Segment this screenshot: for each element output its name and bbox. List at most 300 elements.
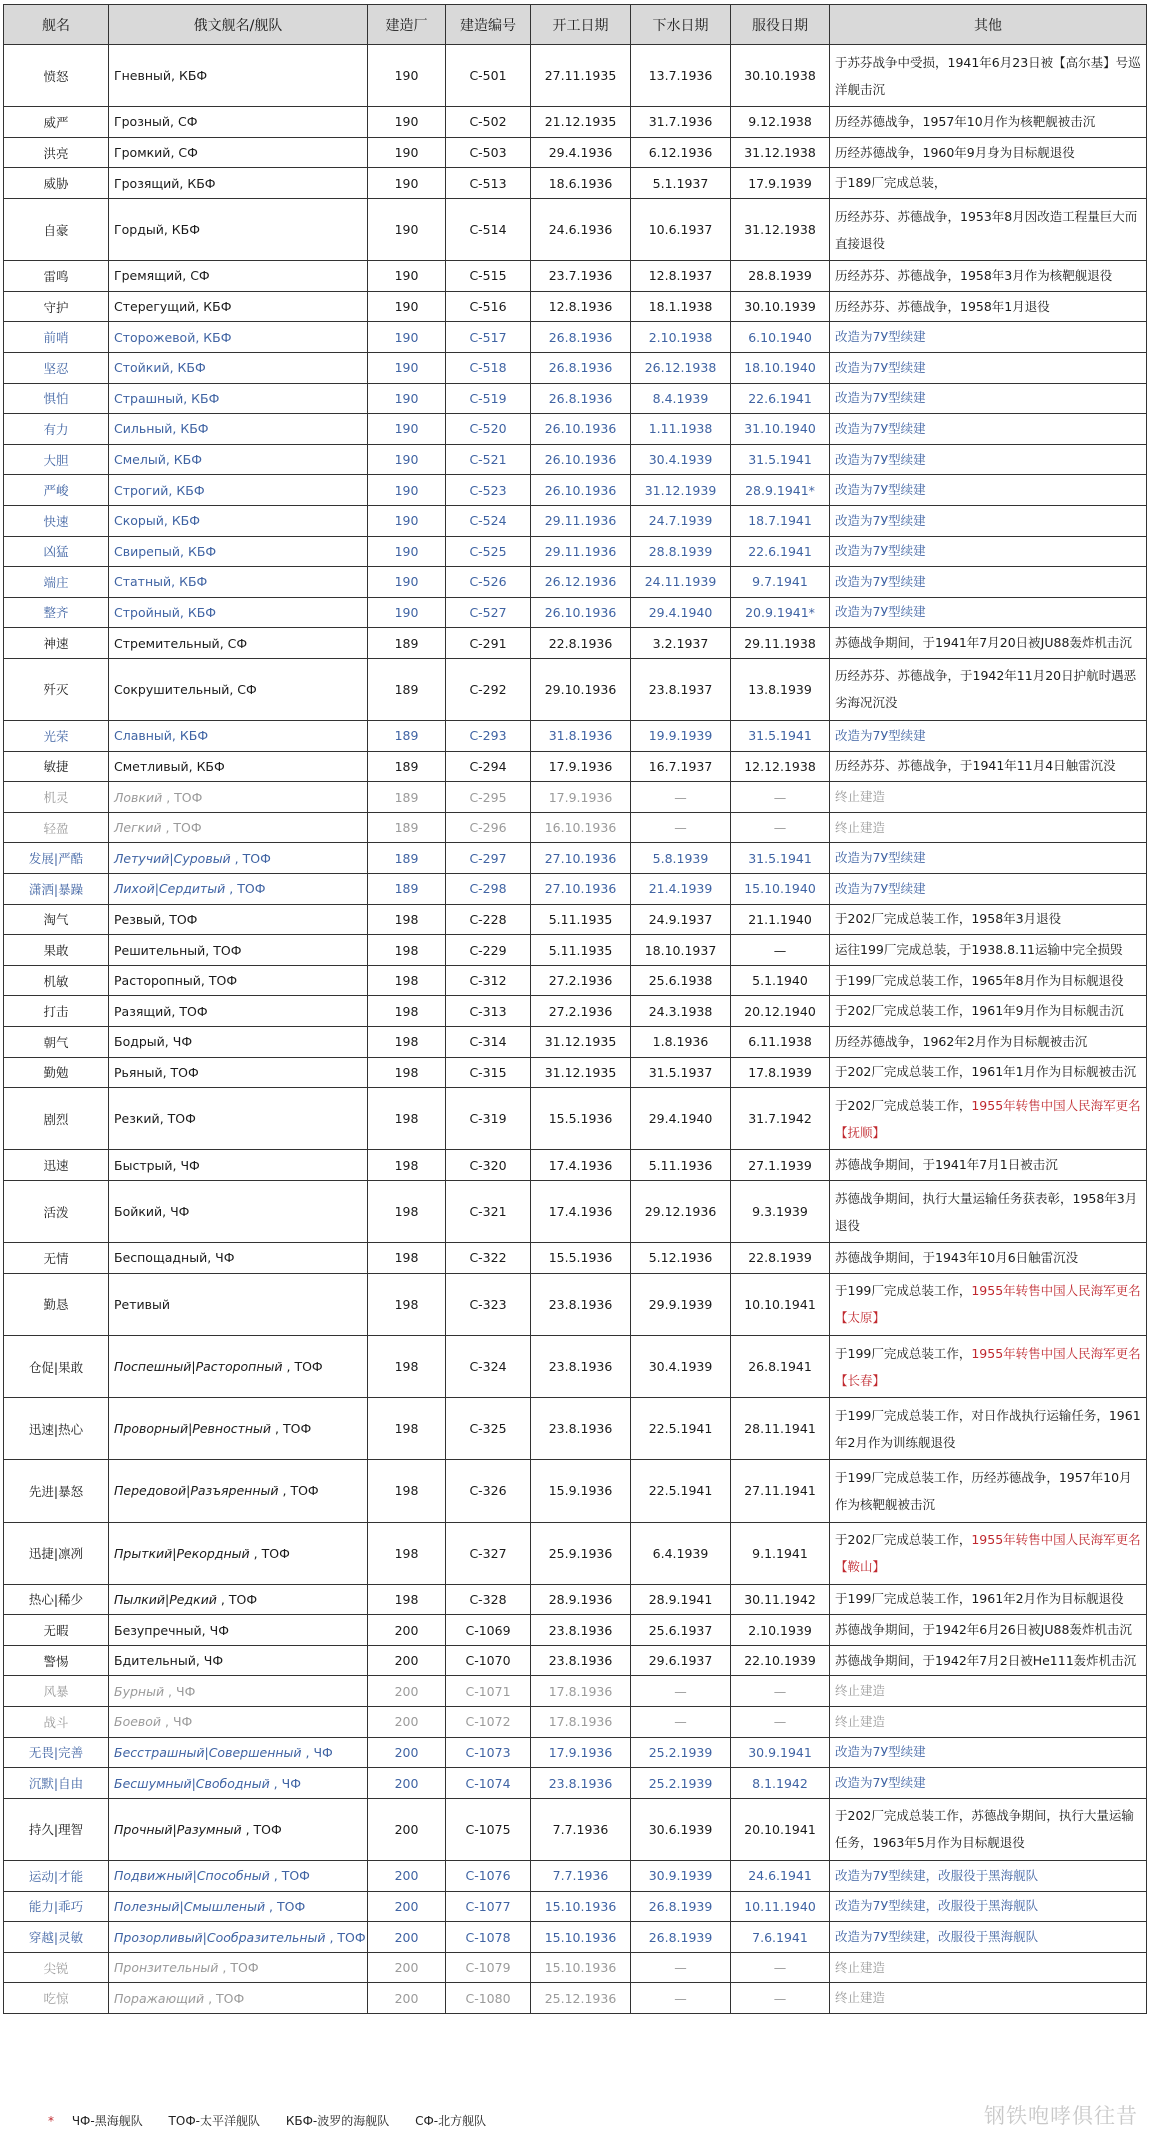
separator: ,: [161, 911, 170, 927]
cell-other: [830, 658, 1147, 720]
fleet-code: СФ: [178, 145, 198, 161]
cell-ru-name-fleet: [109, 1922, 368, 1953]
ru-name: Быстрый: [114, 1157, 173, 1173]
cell-commissioned: 26.8.1941: [731, 1335, 830, 1397]
cell-launched: 5.12.1936: [631, 1243, 731, 1274]
cell-yard-number: С-294: [446, 751, 531, 782]
cell-ru-name-fleet: [109, 291, 368, 322]
cell-commissioned: 31.5.1941: [731, 843, 830, 874]
separator: ,: [170, 145, 179, 161]
cell-other: [830, 1243, 1147, 1274]
cell-launched: 23.8.1937: [631, 658, 731, 720]
header-yard-number: 建造编号: [446, 5, 531, 45]
note-text: 苏德战争期间，执行大量运输任务获表彰，1958年3月退役: [835, 1190, 1138, 1233]
cell-commissioned: 9.3.1939: [731, 1180, 830, 1242]
separator: ,: [182, 268, 191, 284]
ru-name: Бесшумный|Свободный: [114, 1775, 270, 1791]
cell-yard-number: С-1078: [446, 1922, 531, 1953]
cell-launched: 26.12.1938: [631, 352, 731, 383]
note-text: 历经苏德战争，1960年9月身为目标舰退役: [835, 144, 1075, 160]
cell-commissioned: 20.12.1940: [731, 996, 830, 1027]
cell-launched: 5.8.1939: [631, 843, 731, 874]
cell-shipyard: 200: [368, 1983, 446, 2014]
note-text: 改造为7У型续建: [835, 482, 926, 498]
cell-yard-number: С-325: [446, 1398, 531, 1460]
cell-ru-name-fleet: [109, 1768, 368, 1799]
cell-shipyard: 189: [368, 721, 446, 752]
cell-ru-name-fleet: [109, 965, 368, 996]
note-text: 于苏芬战争中受损，1941年6月23日被【高尔基】号巡洋舰击沉: [835, 54, 1141, 97]
ru-name: Бурный: [114, 1683, 165, 1699]
cell-yard-number: С-525: [446, 536, 531, 567]
cell-launched: 24.9.1937: [631, 904, 731, 935]
cell-shipyard: 200: [368, 1952, 446, 1983]
cell-launched: 22.5.1941: [631, 1460, 731, 1522]
cell-cn-name: 吃惊: [4, 1983, 109, 2014]
cell-ru-name-fleet: [109, 1398, 368, 1460]
ru-name: Летучий|Суровый: [114, 850, 231, 866]
note-text: 改造为7У型续建，改服役于黑海舰队: [835, 1867, 1039, 1883]
cell-yard-number: С-523: [446, 475, 531, 506]
cell-laid-down: 26.12.1936: [531, 567, 631, 598]
separator: ,: [170, 114, 178, 130]
cell-other: [830, 1522, 1147, 1584]
note-text: 改造为7У型续建，改服役于黑海舰队: [835, 1898, 1039, 1914]
header-ru-name-fleet: 俄文舰名/舰队: [109, 5, 368, 45]
cell-other: [830, 1983, 1147, 2014]
cell-cn-name: 光荣: [4, 721, 109, 752]
cell-yard-number: С-312: [446, 965, 531, 996]
note-text: 改造为7У型续建: [835, 1744, 926, 1760]
table-row: [4, 1027, 1147, 1058]
fleet-code: КБФ: [187, 175, 216, 191]
cell-cn-name: 勤勉: [4, 1057, 109, 1088]
table-row: [4, 965, 1147, 996]
separator: ,: [269, 1868, 282, 1884]
cell-ru-name-fleet: [109, 383, 368, 414]
cell-yard-number: С-327: [446, 1522, 531, 1584]
fleet-code: СФ: [177, 114, 198, 130]
cell-cn-name: 迅捷|凛冽: [4, 1522, 109, 1584]
cell-yard-number: С-321: [446, 1180, 531, 1242]
cell-launched: 3.2.1937: [631, 628, 731, 659]
separator: ,: [164, 1034, 173, 1050]
separator: ,: [171, 574, 180, 590]
cell-commissioned: 22.6.1941: [731, 536, 830, 567]
cell-laid-down: 22.8.1936: [531, 628, 631, 659]
cell-ru-name-fleet: [109, 414, 368, 445]
cell-cn-name: 运动|才能: [4, 1861, 109, 1892]
cell-launched: 30.4.1939: [631, 444, 731, 475]
cell-cn-name: 警惕: [4, 1645, 109, 1676]
ru-name: Стремительный: [114, 635, 220, 651]
cell-cn-name: 雷鸣: [4, 261, 109, 292]
cell-shipyard: 190: [368, 597, 446, 628]
fleet-code: ТОФ: [230, 1960, 259, 1976]
fleet-code: СФ: [237, 681, 257, 697]
cell-yard-number: С-501: [446, 45, 531, 107]
ru-name: Строгий: [114, 482, 169, 498]
fleet-code: КБФ: [191, 390, 220, 406]
table-row: [4, 1273, 1147, 1335]
cell-yard-number: С-298: [446, 874, 531, 905]
table-row: [4, 1737, 1147, 1768]
cell-cn-name: 迅速|热心: [4, 1398, 109, 1460]
separator: ,: [162, 1064, 171, 1080]
fleet-code: КБФ: [173, 452, 203, 468]
separator: ,: [180, 543, 188, 559]
cell-shipyard: 189: [368, 751, 446, 782]
cell-laid-down: 15.5.1936: [531, 1243, 631, 1274]
separator: ,: [218, 1960, 231, 1976]
header-cn-name: 舰名: [4, 5, 109, 45]
note-text: 终止建造: [835, 1683, 886, 1699]
cell-other: [830, 1922, 1147, 1953]
cell-laid-down: 23.7.1936: [531, 261, 631, 292]
table-row: [4, 137, 1147, 168]
cell-launched: 31.12.1939: [631, 475, 731, 506]
cell-commissioned: 31.12.1938: [731, 137, 830, 168]
cell-commissioned: 9.12.1938: [731, 107, 830, 138]
cell-other: [830, 475, 1147, 506]
cell-other: [830, 874, 1147, 905]
table-row: [4, 1088, 1147, 1150]
cell-shipyard: 190: [368, 107, 446, 138]
note-text: 终止建造: [835, 1713, 886, 1729]
legend-item: ЧФ-黑海舰队: [71, 2114, 143, 2128]
cell-shipyard: 200: [368, 1676, 446, 1707]
cell-other: [830, 1057, 1147, 1088]
cell-ru-name-fleet: [109, 782, 368, 813]
cell-yard-number: С-324: [446, 1335, 531, 1397]
cell-cn-name: 前哨: [4, 322, 109, 353]
cell-shipyard: 190: [368, 414, 446, 445]
cell-commissioned: 22.8.1939: [731, 1243, 830, 1274]
cell-ru-name-fleet: [109, 1057, 368, 1088]
cell-laid-down: 23.8.1936: [531, 1645, 631, 1676]
cell-yard-number: С-229: [446, 935, 531, 966]
header-shipyard: 建造厂: [368, 5, 446, 45]
cell-launched: 18.10.1937: [631, 935, 731, 966]
cell-ru-name-fleet: [109, 1150, 368, 1181]
separator: ,: [163, 222, 172, 238]
cell-commissioned: 20.9.1941*: [731, 597, 830, 628]
cell-cn-name: 守护: [4, 291, 109, 322]
fleet-code: КБФ: [196, 758, 225, 774]
cell-other: [830, 352, 1147, 383]
cell-yard-number: С-322: [446, 1243, 531, 1274]
cell-laid-down: 23.8.1936: [531, 1398, 631, 1460]
cell-yard-number: С-520: [446, 414, 531, 445]
cell-yard-number: С-524: [446, 505, 531, 536]
cell-launched: —: [631, 1707, 731, 1738]
separator: ,: [207, 1250, 216, 1266]
ru-name: Ретивый: [114, 1296, 170, 1312]
cell-commissioned: 24.6.1941: [731, 1861, 830, 1892]
cell-shipyard: 198: [368, 1335, 446, 1397]
separator: ,: [269, 1775, 282, 1791]
ru-name: Сильный: [114, 421, 173, 437]
cell-yard-number: С-326: [446, 1460, 531, 1522]
cell-commissioned: 28.11.1941: [731, 1398, 830, 1460]
cell-yard-number: С-1069: [446, 1615, 531, 1646]
cell-commissioned: 15.10.1940: [731, 874, 830, 905]
cell-cn-name: 迅速: [4, 1150, 109, 1181]
separator: ,: [168, 482, 177, 498]
cell-commissioned: 20.10.1941: [731, 1798, 830, 1860]
cell-launched: 5.11.1936: [631, 1150, 731, 1181]
cell-ru-name-fleet: [109, 658, 368, 720]
cell-other: [830, 383, 1147, 414]
cell-commissioned: 18.10.1940: [731, 352, 830, 383]
cell-ru-name-fleet: [109, 996, 368, 1027]
fleet-code: ЧФ: [170, 1204, 190, 1220]
cell-laid-down: 31.12.1935: [531, 1057, 631, 1088]
cell-laid-down: 26.10.1936: [531, 414, 631, 445]
ru-name: Решительный: [114, 942, 206, 958]
cell-other: [830, 107, 1147, 138]
cell-laid-down: 15.10.1936: [531, 1952, 631, 1983]
cell-cn-name: 沉默|自由: [4, 1768, 109, 1799]
cell-commissioned: 31.12.1938: [731, 198, 830, 260]
note-text: 历经苏德战争，1962年2月作为目标舰被击沉: [835, 1033, 1088, 1049]
header-launched: 下水日期: [631, 5, 731, 45]
cell-shipyard: 200: [368, 1861, 446, 1892]
cell-laid-down: 31.12.1935: [531, 1027, 631, 1058]
cell-cn-name: 愤怒: [4, 45, 109, 107]
cell-shipyard: 198: [368, 1180, 446, 1242]
note-text: 改造为7У型续建: [835, 420, 926, 436]
cell-other: [830, 1737, 1147, 1768]
cell-cn-name: 果敢: [4, 935, 109, 966]
separator: ,: [219, 635, 228, 651]
cell-commissioned: —: [731, 812, 830, 843]
cell-launched: 16.7.1937: [631, 751, 731, 782]
table-row: [4, 1180, 1147, 1242]
cell-other: [830, 1952, 1147, 1983]
table-row: [4, 812, 1147, 843]
note-text: 改造为7У型续建: [835, 359, 926, 375]
separator: ,: [171, 728, 180, 744]
fleet-code: КБФ: [171, 222, 201, 238]
ru-name: Сторожевой: [114, 329, 196, 345]
cell-commissioned: 30.10.1939: [731, 291, 830, 322]
cell-yard-number: С-1080: [446, 1983, 531, 2014]
ru-name: Бдительный: [114, 1653, 196, 1669]
cell-cn-name: 热心|稀少: [4, 1584, 109, 1615]
ru-name: Сметливый: [114, 758, 189, 774]
cell-launched: 21.4.1939: [631, 874, 731, 905]
cell-yard-number: С-521: [446, 444, 531, 475]
cell-laid-down: 12.8.1936: [531, 291, 631, 322]
cell-commissioned: 27.11.1941: [731, 1460, 830, 1522]
cell-laid-down: 16.10.1936: [531, 812, 631, 843]
cell-launched: 25.6.1937: [631, 1615, 731, 1646]
cell-cn-name: 敏捷: [4, 751, 109, 782]
separator: ,: [271, 1421, 283, 1437]
cell-shipyard: 200: [368, 1645, 446, 1676]
cell-laid-down: 5.11.1935: [531, 935, 631, 966]
separator: ,: [163, 513, 172, 529]
fleet-code: ТОФ: [237, 881, 266, 897]
table-row: [4, 1150, 1147, 1181]
fleet-code: СФ: [190, 268, 210, 284]
cell-commissioned: 30.11.1942: [731, 1584, 830, 1615]
separator: ,: [159, 1111, 168, 1127]
cell-laid-down: 28.9.1936: [531, 1584, 631, 1615]
table-row: [4, 782, 1147, 813]
cell-ru-name-fleet: [109, 1335, 368, 1397]
cell-shipyard: 198: [368, 1460, 446, 1522]
legend-item: СФ-北方舰队: [415, 2114, 487, 2128]
fleet-code: ЧФ: [313, 1744, 333, 1760]
cell-launched: 28.8.1939: [631, 536, 731, 567]
cell-other: [830, 1615, 1147, 1646]
cell-laid-down: 26.8.1936: [531, 383, 631, 414]
note-text: 历经苏芬、苏德战争，于1941年11月4日触雷沉没: [835, 758, 1116, 774]
cell-yard-number: С-1076: [446, 1861, 531, 1892]
separator: ,: [183, 390, 192, 406]
cell-cn-name: 尖锐: [4, 1952, 109, 1983]
fleet-code: ЧФ: [209, 1622, 229, 1638]
separator: ,: [249, 1545, 262, 1561]
note-text: 于202厂完成总装工作，1961年9月作为目标舰击沉: [835, 1003, 1124, 1019]
fleet-code: ТОФ: [216, 1990, 245, 2006]
cell-shipyard: 189: [368, 812, 446, 843]
note-text: 于202厂完成总装工作，苏德战争期间，执行大量运输任务，1963年5月作为目标舰退役: [835, 1808, 1134, 1851]
cell-launched: —: [631, 782, 731, 813]
cell-commissioned: 22.6.1941: [731, 383, 830, 414]
cell-shipyard: 190: [368, 475, 446, 506]
cell-laid-down: 29.4.1936: [531, 137, 631, 168]
cell-shipyard: 198: [368, 1027, 446, 1058]
cell-shipyard: 198: [368, 996, 446, 1027]
fleet-code: КБФ: [203, 299, 232, 315]
cell-commissioned: 31.5.1941: [731, 721, 830, 752]
cell-other: [830, 261, 1147, 292]
cell-cn-name: 潇洒|暴躁: [4, 874, 109, 905]
cell-yard-number: С-502: [446, 107, 531, 138]
cell-launched: 31.5.1937: [631, 1057, 731, 1088]
cell-laid-down: 29.11.1936: [531, 505, 631, 536]
cell-shipyard: 200: [368, 1891, 446, 1922]
cell-shipyard: 198: [368, 1522, 446, 1584]
cell-commissioned: 28.9.1941*: [731, 475, 830, 506]
cell-ru-name-fleet: [109, 1180, 368, 1242]
cell-launched: 26.8.1939: [631, 1891, 731, 1922]
separator: ,: [171, 1003, 180, 1019]
fleet-code: ТОФ: [167, 1111, 196, 1127]
note-text: 历经苏芬、苏德战争，1958年1月退役: [835, 298, 1050, 314]
cell-cn-name: 快速: [4, 505, 109, 536]
cell-commissioned: 9.1.1941: [731, 1522, 830, 1584]
cell-commissioned: —: [731, 935, 830, 966]
cell-yard-number: С-328: [446, 1584, 531, 1615]
separator: ,: [164, 1683, 176, 1699]
separator: ,: [301, 1744, 314, 1760]
separator: ,: [179, 604, 188, 620]
cell-ru-name-fleet: [109, 536, 368, 567]
cell-yard-number: С-526: [446, 567, 531, 598]
cell-laid-down: 15.10.1936: [531, 1922, 631, 1953]
cell-ru-name-fleet: [109, 1891, 368, 1922]
cell-other: [830, 782, 1147, 813]
cell-yard-number: С-1073: [446, 1737, 531, 1768]
cell-laid-down: 17.8.1936: [531, 1676, 631, 1707]
cell-other: [830, 1150, 1147, 1181]
fleet-legend: [48, 2112, 508, 2129]
table-row: [4, 935, 1147, 966]
cell-yard-number: С-1074: [446, 1768, 531, 1799]
cell-laid-down: 29.10.1936: [531, 658, 631, 720]
cell-launched: 30.9.1939: [631, 1861, 731, 1892]
note-text: 改造为7У型续建: [835, 451, 926, 467]
cell-launched: 29.12.1936: [631, 1180, 731, 1242]
note-text: 改造为7У型续建: [835, 850, 926, 866]
cell-yard-number: С-527: [446, 597, 531, 628]
cell-laid-down: 23.8.1936: [531, 1335, 631, 1397]
cell-commissioned: —: [731, 1983, 830, 2014]
cell-ru-name-fleet: [109, 1676, 368, 1707]
note-text: 于202厂完成总装工作，1961年1月作为目标舰被击沉: [835, 1064, 1137, 1080]
ru-name: Расторопный: [114, 973, 201, 989]
ru-name: Разящий: [114, 1003, 172, 1019]
table-row: [4, 721, 1147, 752]
cell-commissioned: 6.11.1938: [731, 1027, 830, 1058]
note-text: 改造为7У型续建: [835, 390, 926, 406]
cell-launched: 25.2.1939: [631, 1737, 731, 1768]
header-other: 其他: [830, 5, 1147, 45]
cell-launched: 28.9.1941: [631, 1584, 731, 1615]
note-text: 终止建造: [835, 1990, 886, 2006]
separator: ,: [179, 175, 188, 191]
cell-launched: 30.6.1939: [631, 1798, 731, 1860]
fleet-code: ЧФ: [281, 1775, 301, 1791]
cell-laid-down: 15.10.1936: [531, 1891, 631, 1922]
cell-other: [830, 812, 1147, 843]
ru-name: Стойкий: [114, 360, 170, 376]
fleet-code: КБФ: [176, 482, 205, 498]
cell-commissioned: 21.1.1940: [731, 904, 830, 935]
cell-shipyard: 198: [368, 1584, 446, 1615]
cell-yard-number: С-296: [446, 812, 531, 843]
cell-other: [830, 628, 1147, 659]
separator: ,: [162, 1204, 171, 1220]
cell-other: [830, 904, 1147, 935]
fleet-code: ТОФ: [294, 1359, 323, 1375]
table-row: [4, 1798, 1147, 1860]
cell-cn-name: 风暴: [4, 1676, 109, 1707]
ru-name: Прыткий|Рекордный: [114, 1545, 250, 1561]
cell-other: [830, 1798, 1147, 1860]
cell-ru-name-fleet: [109, 261, 368, 292]
cell-other: [830, 168, 1147, 199]
ru-name: Статный: [114, 574, 172, 590]
ru-name: Гневный: [114, 68, 172, 84]
table-row: [4, 658, 1147, 720]
note-text: 于202厂完成总装工作，: [835, 1097, 972, 1113]
cell-commissioned: 31.7.1942: [731, 1088, 830, 1150]
note-highlight: 1955年转售中国人民海军更名【长春】: [835, 1345, 1141, 1388]
cell-ru-name-fleet: [109, 168, 368, 199]
note-text: 改造为7У型续建: [835, 604, 926, 620]
cell-cn-name: 先进|暴怒: [4, 1460, 109, 1522]
cell-ru-name-fleet: [109, 1952, 368, 1983]
separator: ,: [278, 1483, 291, 1499]
cell-other: [830, 1273, 1147, 1335]
cell-yard-number: С-323: [446, 1273, 531, 1335]
cell-ru-name-fleet: [109, 812, 368, 843]
